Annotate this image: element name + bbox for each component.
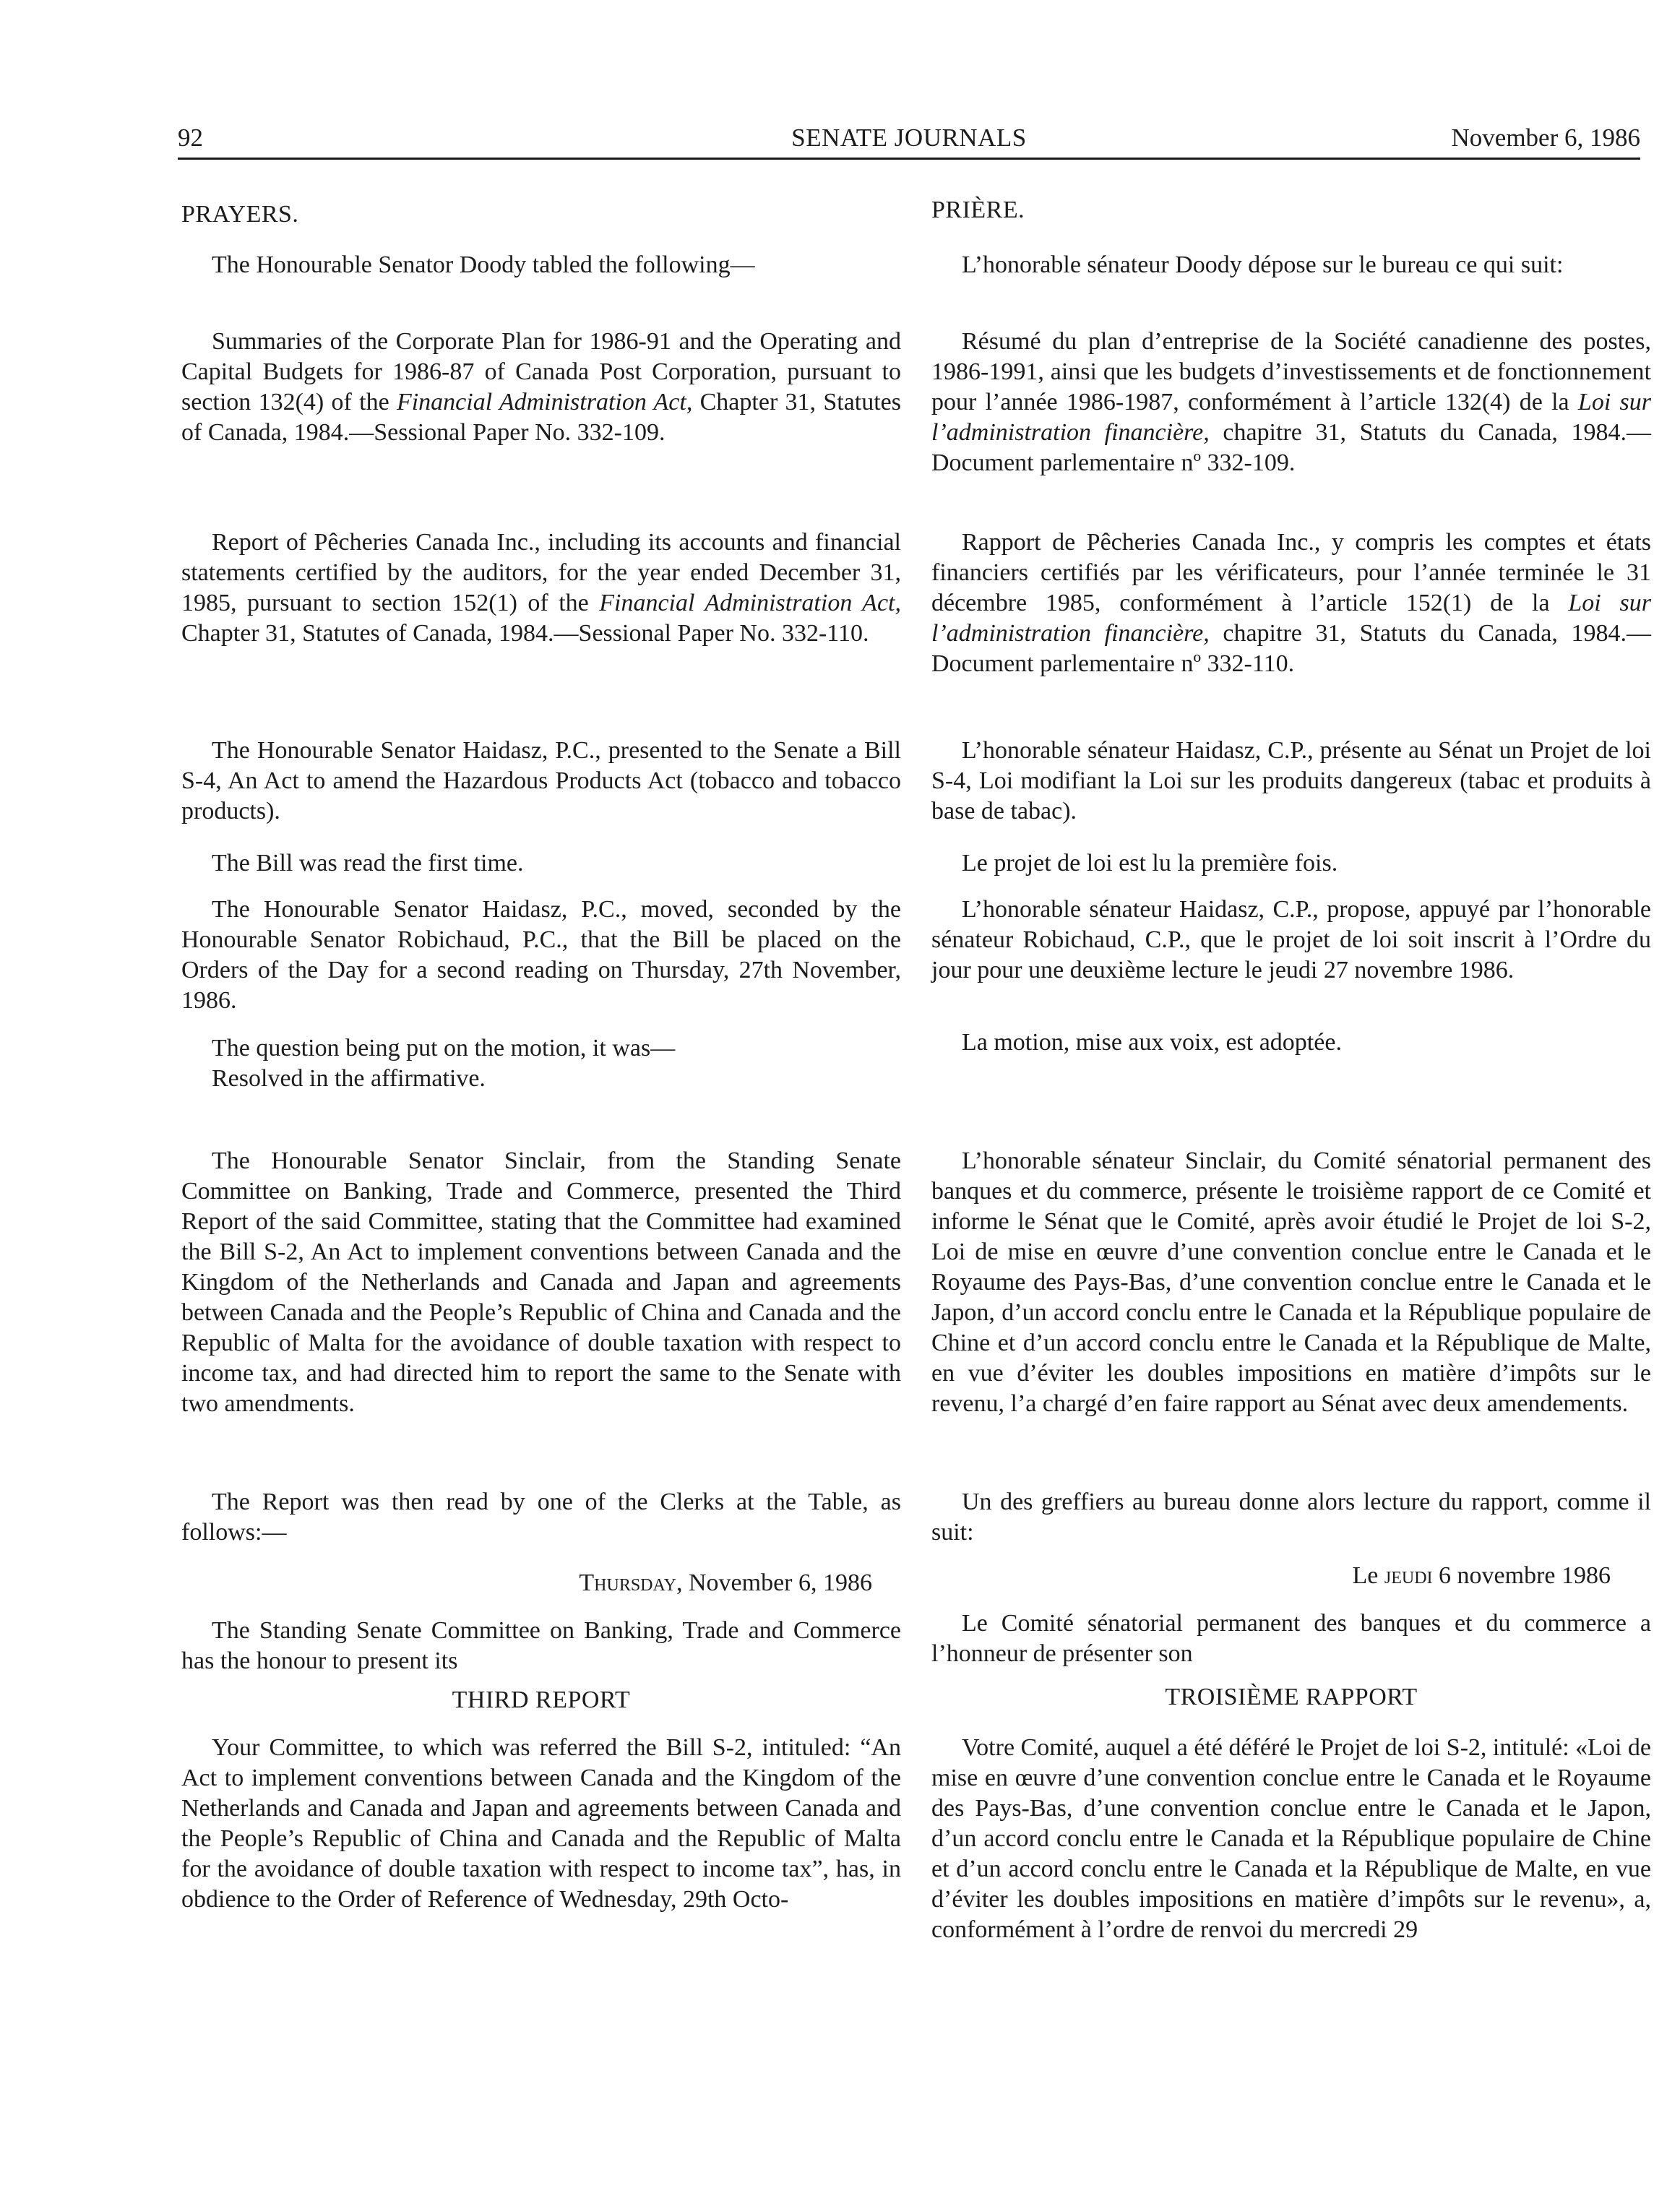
resolved-affirmative: Resolved in the affirmative. — [212, 1065, 486, 1092]
third-report-heading: THIRD REPORT — [452, 1687, 631, 1713]
haidasz-presented: The Honourable Senator Haidasz, P.C., presented to the Senate a Bill S-4, An Act to amend the Hazardous Products Act (tobacco and tobacco products). — [181, 737, 901, 824]
header-date: November 6, 1986 — [1451, 124, 1640, 152]
third-report-heading-fr: TROISIÈME RAPPORT — [1165, 1684, 1418, 1710]
question-put: The question being put on the motion, it was— — [212, 1035, 676, 1061]
bill-first-reading-fr: Le projet de loi est lu la première fois. — [962, 850, 1338, 877]
document-109-fr: Résumé du plan d’entreprise de la Société canadienne des postes, 1986-1991, ainsi que les budgets d’investissements et de fonctionnement pour l’année 1986-1987, conformément à l’article 132(4) de la Loi sur l’administration financière, chapitre 31, Statuts du Canada, 1984.—Document parlementaire nº 332-109. — [931, 328, 1651, 476]
report-read: The Report was then read by one of the Clerks at the Table, as follows:— — [181, 1489, 901, 1546]
haidasz-presented-fr: L’honorable sénateur Haidasz, C.P., présente au Sénat un Projet de loi S-4, Loi modifiant la Loi sur les produits dangereux (tabac et produits à base de tabac). — [931, 737, 1651, 824]
sinclair-report-fr: L’honorable sénateur Sinclair, du Comité sénatorial permanent des banques et du commerce, présente le troisième rapport de ce Comité et informe le Sénat que le Comité, après avoir étudié le Projet de loi S-2, Loi de mise en œuvre d’une convention conclue entre le Canada et le Royaume des Pays-Bas, d’une convention conclue entre le Canada et le Japon, d’un accord conclu entre le Canada et la République populaire de Chine et d’un accord conclu entre le Canada et la République de Malte, en vue d’éviter les doubles impositions en matière d’impôts sur le revenu, l’a chargé d’en faire rapport au Sénat avec deux amendements. — [931, 1147, 1651, 1417]
bill-first-reading: The Bill was read the first time. — [212, 850, 524, 877]
haidasz-motion: The Honourable Senator Haidasz, P.C., moved, seconded by the Honourable Senator Robichaud, P.C., that the Bill be placed on the Orders of the Day for a second reading on Thursday, 27th November, 1986. — [181, 896, 901, 1014]
report-date: Thursday, November 6, 1986 — [579, 1569, 872, 1596]
header-rule — [178, 158, 1640, 160]
motion-adopted-fr: La motion, mise aux voix, est adoptée. — [962, 1029, 1342, 1056]
committee-honour-fr: Le Comité sénatorial permanent des banques et du commerce a l’honneur de présenter son — [931, 1610, 1651, 1667]
journal-title: SENATE JOURNALS — [791, 124, 1027, 152]
report-read-fr: Un des greffiers au bureau donne alors lecture du rapport, comme il suit: — [931, 1489, 1651, 1546]
doody-intro: The Honourable Senator Doody tabled the following— — [212, 251, 755, 278]
report-date-fr: Le jeudi 6 novembre 1986 — [1352, 1562, 1611, 1589]
priere-heading: PRIÈRE. — [931, 197, 1025, 223]
haidasz-motion-fr: L’honorable sénateur Haidasz, C.P., propose, appuyé par l’honorable sénateur Robichaud, C.P., que le projet de loi soit inscrit à l’Ordre du jour pour une deuxième lecture le jeudi 27 novembre 1986. — [931, 896, 1651, 983]
document-110-fr: Rapport de Pêcheries Canada Inc., y compris les comptes et états financiers certifiés par les vérificateurs, pour l’année terminée le 31 décembre 1985, conformément à l’article 152(1) de la Loi sur l’administration financière, chapitre 31, Statuts du Canada, 1984.—Document parlementaire nº 332-110. — [931, 529, 1651, 677]
sessional-paper-109: Summaries of the Corporate Plan for 1986-91 and the Operating and Capital Budgets for 1986-87 of Canada Post Corporation, pursuant to section 132(4) of the Financial Administration Act, Chapter 31, Statutes of Canada, 1984.—Sessional Paper No. 332-109. — [181, 328, 901, 446]
sinclair-report: The Honourable Senator Sinclair, from the Standing Senate Committee on Banking, Trade and Commerce, presented the Third Report of the said Committee, stating that the Committee had examined the Bill S-2, An Act to implement conventions between Canada and the Kingdom of the Netherlands and Canada and Japan and agreements between Canada and the People’s Republic of China and Canada and the Republic of Malta for the avoidance of double taxation with respect to income tax, and had directed him to report the same to the Senate with two amendments. — [181, 1147, 901, 1417]
page-header — [178, 120, 1640, 156]
sessional-paper-110: Report of Pêcheries Canada Inc., including its accounts and financial statements certified by the auditors, for the year ended December 31, 1985, pursuant to section 152(1) of the Financial Administration Act, Chapter 31, Statutes of Canada, 1984.—Sessional Paper No. 332-110. — [181, 529, 901, 647]
prayers-heading: PRAYERS. — [181, 201, 299, 228]
your-committee-fr: Votre Comité, auquel a été déféré le Projet de loi S-2, intitulé: «Loi de mise en œuvre d’une convention conclue entre le Canada et le Royaume des Pays-Bas, d’une convention conclue entre le Canada et le Japon, d’un accord conclu entre le Canada et la République populaire de Chine et d’un accord conclu entre le Canada et la République de Malte, en vue d’éviter les doubles impositions en matière d’impôts sur le revenu», a, conformément à l’ordre de renvoi du mercredi 29 — [931, 1734, 1651, 1943]
your-committee: Your Committee, to which was referred the Bill S-2, intituled: “An Act to implement conventions between Canada and the Kingdom of the Netherlands and Canada and Japan and agreements between Canada and the People’s Republic of China and Canada and the Republic of Malta for the avoidance of double taxation with respect to income tax”, has, in obdience to the Order of Reference of Wednesday, 29th Octo- — [181, 1734, 901, 1913]
doody-intro-fr: L’honorable sénateur Doody dépose sur le bureau ce qui suit: — [962, 251, 1564, 278]
page-number: 92 — [178, 124, 203, 152]
committee-honour: The Standing Senate Committee on Banking, Trade and Commerce has the honour to present its — [181, 1617, 901, 1674]
